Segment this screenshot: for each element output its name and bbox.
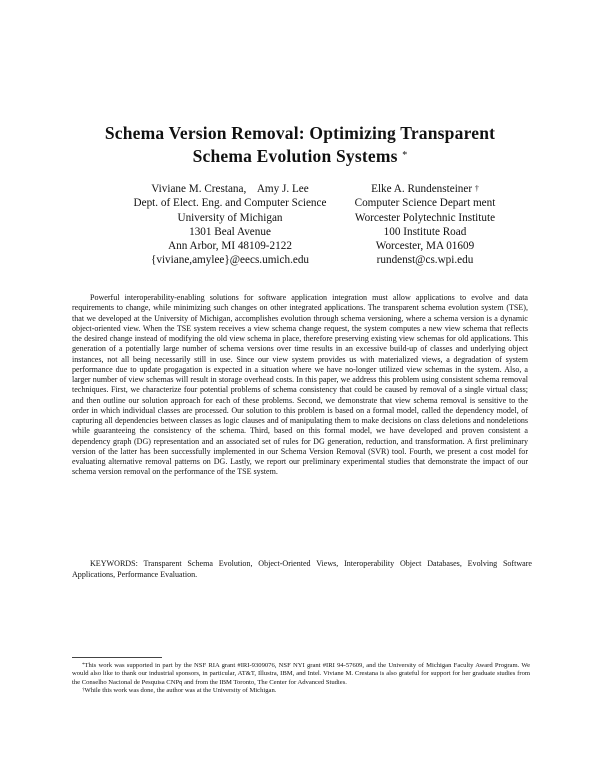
footnote-1-mark: * — [82, 663, 85, 668]
author-email-right: rundenst@cs.wpi.edu — [376, 254, 474, 267]
abstract-paragraph: Powerful interoperability-enabling solutions for software application integration must allow applications to evolve and data requirements to change, while minimizing such changes on other integrated applications. The transparent schema evolution system (TSE), that we developed at the University of Michigan, accomplishes evolution through schema versioning, where a schema version is a dynamic object-oriented view. When the TSE system receives a view schema change request, the system computes a new view schema that reflects the desired change instead of modifying the old view schema in place, therefore preserving existing view schemas for old applications. This generation of a potentially large number of schema versions over time results in an excessive build-up of classes and underlying object instances, not all being necessarily still in use. Since our view system provides us with materialized views, a degradation of system performance due to update progagation is expected in a situation where we have no-longer utilized view schemas in the system. Also, a larger number of view schemas will result in storage overhead costs. In this paper, we address this problem using consistent schema removal techniques. First, we characterize four potential problems of schema consistency that could be caused by removal of a single virtual class; and then outline our solution approach for each of these problems. Second, we demonstrate that view schema removal is sensitive to the order in which individual classes are processed. Our solution to this problem is based on a formal model, called the dependency model, of capturing all dependencies between classes as logic clauses and of manipulating them to make decisions on class deletions and nondeletions while guaranteeing the consistency of the schema. Third, based on this formal model, we have developed and proven consistent a dependency graph (DG) representation and an associated set of rules for DG generation, reduction, and transformation. A first preliminary version of the latter has been successfully implemented in our Schema Version Removal (SVR) tool. Fourth, we present a cost model for evaluating alternative removal patterns on DG. Lastly, we report our preliminary experimental studies that demonstrate the impact of our schema version removal on the performance of the TSE system. — [72, 293, 528, 477]
author-names: Viviane M. Crestana, Amy J. Lee — [151, 183, 309, 195]
author-city-right: Worcester, MA 01609 — [375, 240, 475, 253]
author-street: 1301 Beal Avenue — [189, 225, 271, 238]
author-city: Ann Arbor, MI 48109-2122 — [168, 240, 292, 253]
footnote-2 — [72, 687, 530, 695]
author-dept-right: Computer Science Depart ment — [354, 197, 496, 210]
author-footnote-mark: † — [474, 184, 479, 193]
footnote-1 — [72, 662, 530, 687]
keywords-paragraph: KEYWORDS: Transparent Schema Evolution, Object-Oriented Views, Interoperability Object Databases, Evolving Software Applications, Performance Evaluation. — [72, 559, 532, 579]
title-footnote-mark: * — [402, 150, 408, 161]
author-dept: Dept. of Elect. Eng. and Computer Science — [133, 197, 327, 210]
footnote-divider — [72, 657, 162, 658]
author-block-left — [110, 182, 350, 268]
author-block-right — [335, 182, 515, 268]
title-line-2 — [0, 145, 600, 168]
footnote-2-mark: † — [82, 687, 85, 693]
author-name-right-text: Elke A. Rundensteiner — [371, 183, 473, 195]
author-university: University of Michigan — [177, 211, 283, 224]
footnote-1-text: This work was supported in part by the NSF RIA grant #IRI-9309076, NSF NYI grant #IRI 94-57609, and the University of Michigan Faculty Award Program. We would also like to thank our industrial sponsors, in particular, AT&T, Illustra, IBM, and Intel. Viviane M. Crestana is also grateful for support for her graduate studies from the Conselho Nacional de Pesquisa CNPq and from the IBM Toronto, The Center for Advanced Studies. — [72, 662, 530, 686]
author-institute-right: Worcester Polytechnic Institute — [354, 211, 496, 224]
author-street-right: 100 Institute Road — [383, 225, 467, 238]
author-name-right — [335, 182, 515, 196]
title-line-1: Schema Version Removal: Optimizing Transparent — [104, 123, 496, 143]
paper-title — [0, 122, 600, 168]
author-email: {viviane,amylee}@eecs.umich.edu — [150, 254, 310, 267]
footnotes — [72, 662, 530, 695]
footnote-2-text: While this work was done, the author was at the University of Michigan. — [84, 686, 277, 694]
title-line-2-text: Schema Evolution Systems — [192, 146, 398, 166]
